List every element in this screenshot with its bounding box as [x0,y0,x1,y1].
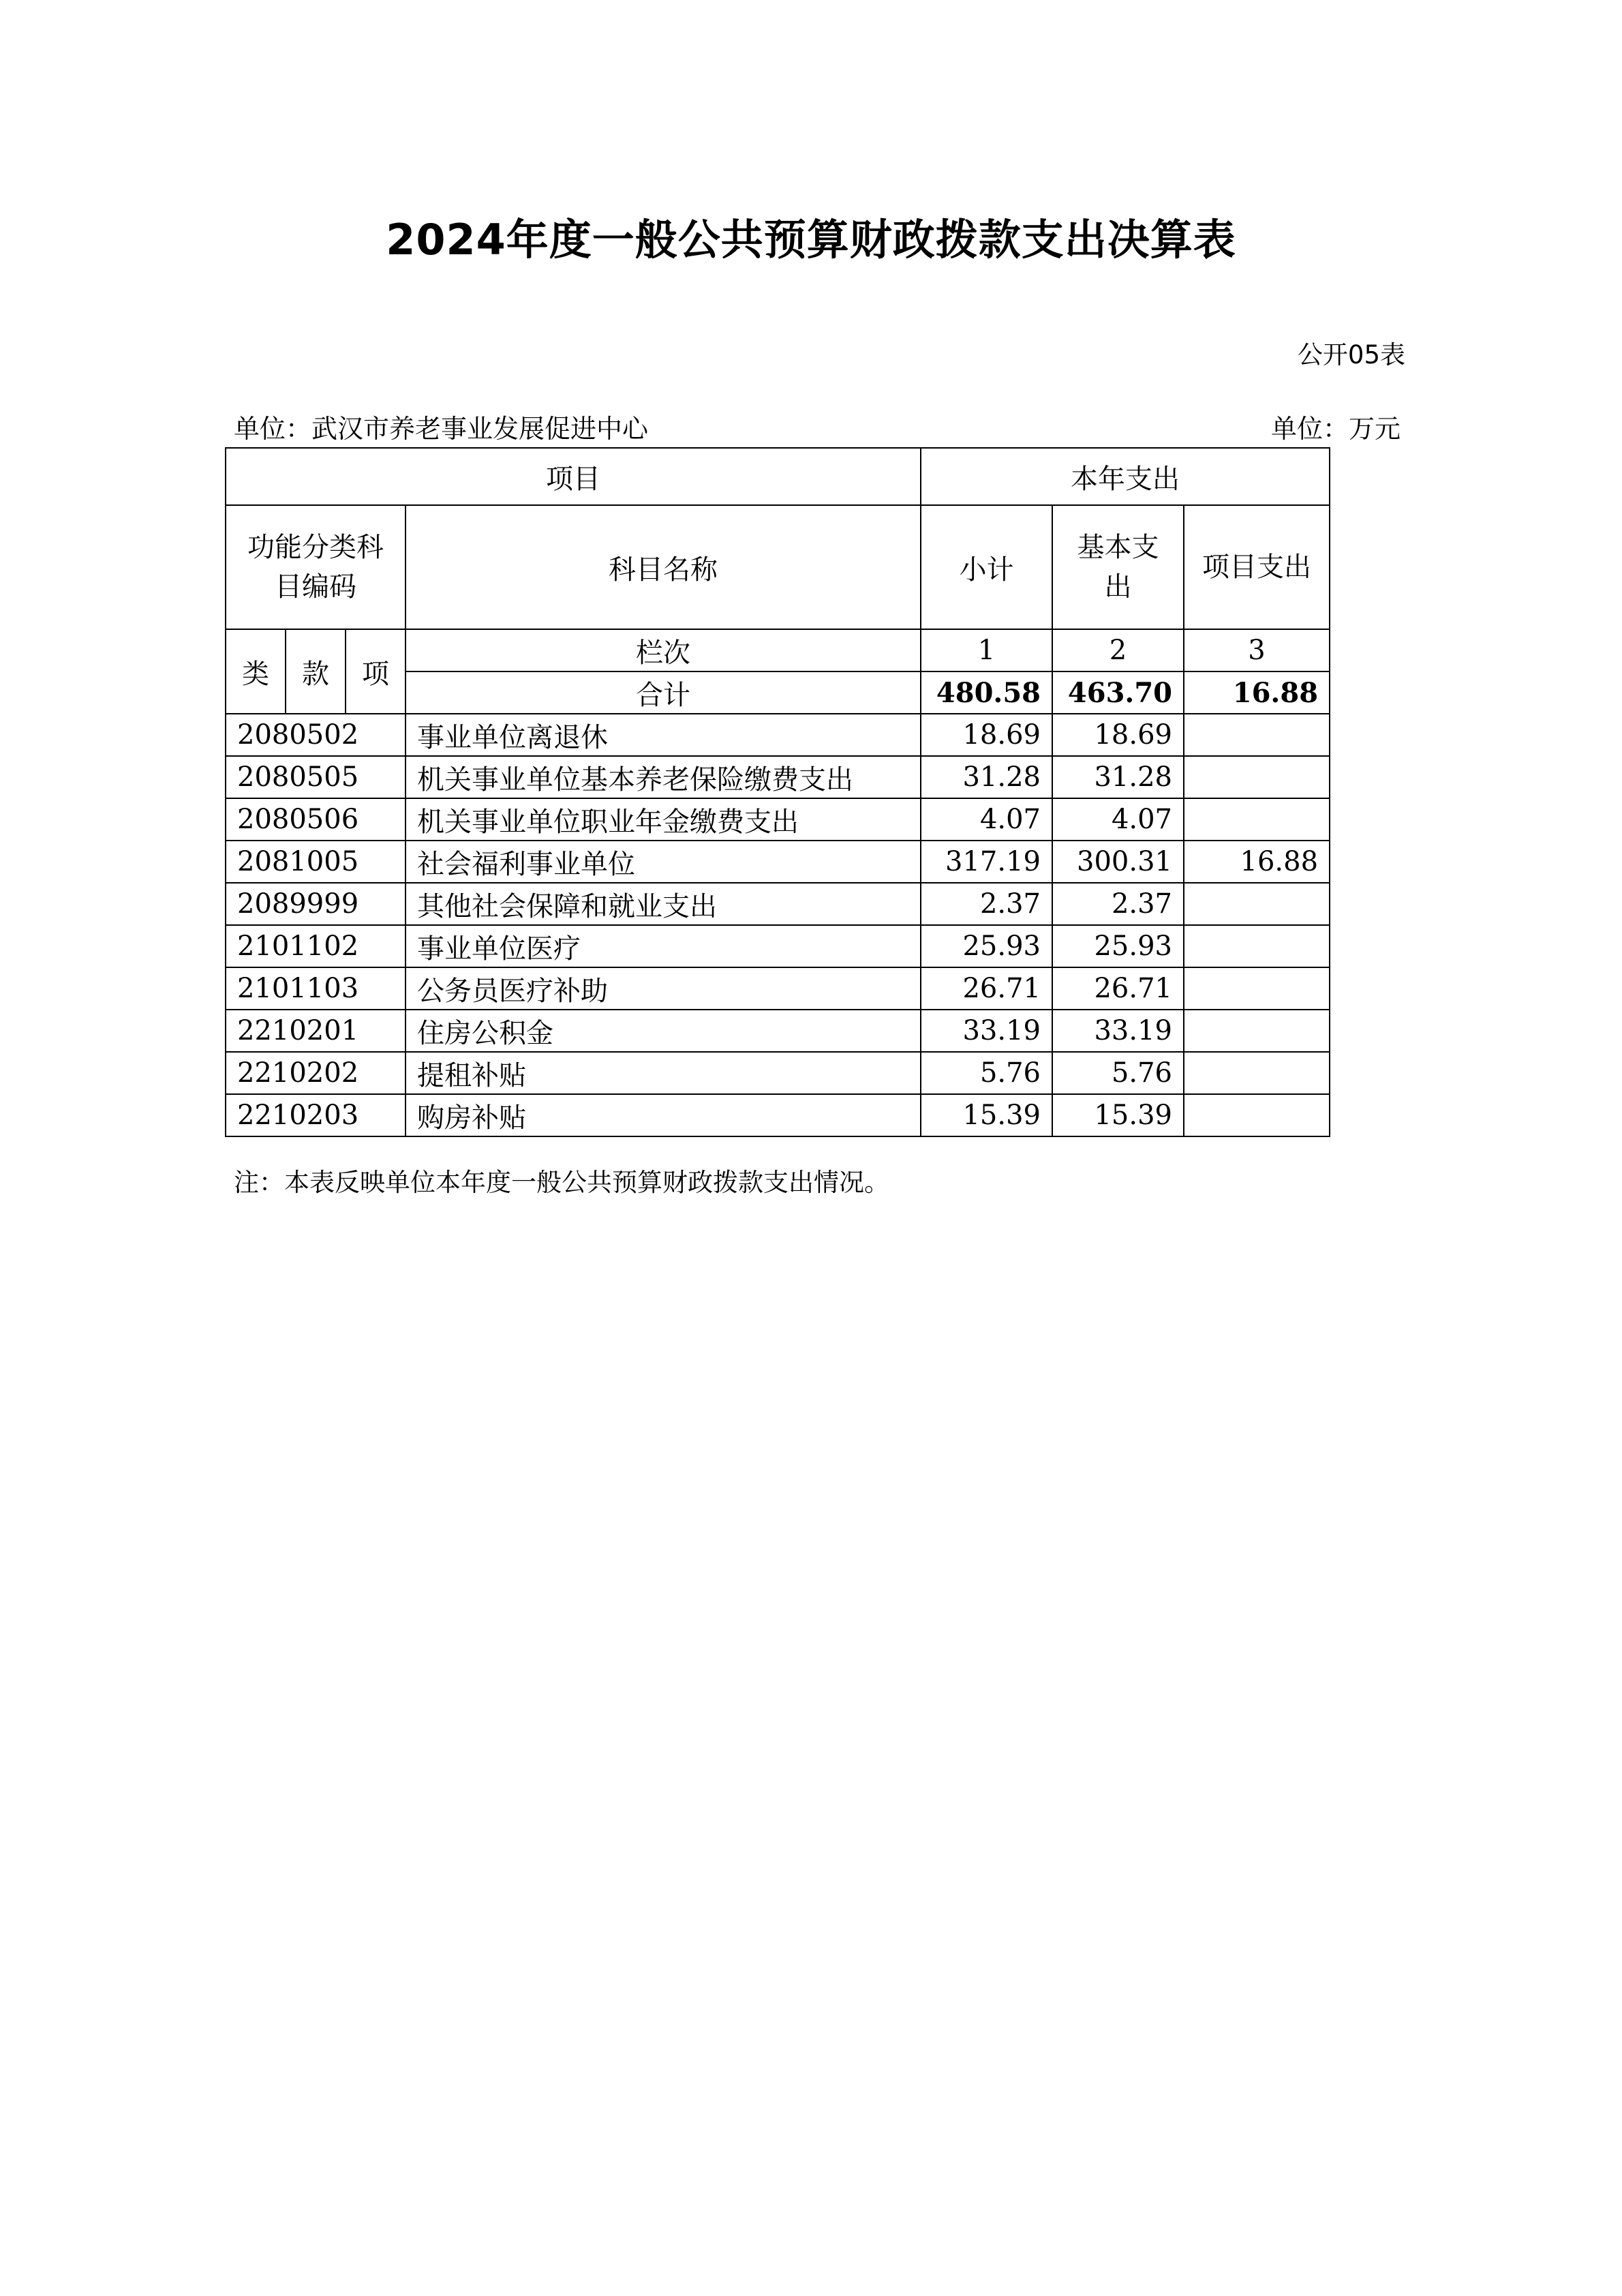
row-code: 2101103 [226,967,406,1010]
column-number-label: 栏次 [406,629,921,671]
total-basic: 463.70 [1052,671,1184,714]
row-subtotal: 5.76 [921,1052,1052,1094]
row-project [1184,798,1330,841]
unit-name: 单位：武汉市养老事业发展促进中心 [234,414,649,444]
row-subtotal: 4.07 [921,798,1052,841]
row-project [1184,1052,1330,1094]
row-subtotal: 317.19 [921,841,1052,883]
column-number-row [226,629,1330,671]
row-subject-name: 住房公积金 [406,1010,921,1052]
row-code: 2210202 [226,1052,406,1094]
row-subject-name: 提租补贴 [406,1052,921,1094]
table-row [226,1052,1330,1094]
row-subject-name: 社会福利事业单位 [406,841,921,883]
row-project: 16.88 [1184,841,1330,883]
row-code: 2080502 [226,714,406,756]
column-number-2: 2 [1052,629,1184,671]
total-subtotal: 480.58 [921,671,1052,714]
header-kuan: 款 [286,629,346,714]
header-subject-name: 科目名称 [406,505,921,629]
column-number-3: 3 [1184,629,1330,671]
row-subject-name: 公务员医疗补助 [406,967,921,1010]
currency-unit: 单位：万元 [1270,414,1401,444]
row-basic: 2.37 [1052,883,1184,925]
table-row [226,1094,1330,1136]
row-code: 2081005 [226,841,406,883]
header-project: 项目支出 [1184,505,1330,629]
table-row [226,841,1330,883]
header-row-2 [226,505,1330,629]
row-project [1184,756,1330,798]
row-project [1184,1010,1330,1052]
row-project [1184,925,1330,967]
row-basic: 31.28 [1052,756,1184,798]
row-basic: 4.07 [1052,798,1184,841]
row-subtotal: 25.93 [921,925,1052,967]
row-project [1184,714,1330,756]
row-subject-name: 其他社会保障和就业支出 [406,883,921,925]
row-basic: 15.39 [1052,1094,1184,1136]
header-this-year: 本年支出 [921,448,1330,505]
row-subtotal: 33.19 [921,1010,1052,1052]
row-basic: 33.19 [1052,1010,1184,1052]
budget-table-body [226,448,1330,1136]
row-subtotal: 2.37 [921,883,1052,925]
header-lei: 类 [226,629,286,714]
total-project: 16.88 [1184,671,1330,714]
row-project [1184,1094,1330,1136]
row-subject-name: 事业单位离退休 [406,714,921,756]
row-subtotal: 26.71 [921,967,1052,1010]
total-label: 合计 [406,671,921,714]
row-subject-name: 机关事业单位基本养老保险缴费支出 [406,756,921,798]
table-row [226,714,1330,756]
row-subject-name: 事业单位医疗 [406,925,921,967]
page-title: 2024年度一般公共预算财政拨款支出决算表 [386,215,1236,265]
table-row [226,756,1330,798]
row-basic: 18.69 [1052,714,1184,756]
row-code: 2210203 [226,1094,406,1136]
row-basic: 5.76 [1052,1052,1184,1094]
row-basic: 26.71 [1052,967,1184,1010]
header-item: 项目 [226,448,921,505]
table-row [226,883,1330,925]
row-code: 2210201 [226,1010,406,1052]
footnote: 注：本表反映单位本年度一般公共预算财政拨款支出情况。 [234,1168,889,1197]
row-code: 2080505 [226,756,406,798]
header-subtotal: 小计 [921,505,1052,629]
header-row-1 [226,448,1330,505]
table-row [226,798,1330,841]
header-xiang: 项 [346,629,406,714]
row-basic: 300.31 [1052,841,1184,883]
header-func-code: 功能分类科目编码 [226,505,406,629]
table-row [226,1010,1330,1052]
table-row [226,967,1330,1010]
row-subtotal: 31.28 [921,756,1052,798]
form-number: 公开05表 [1297,340,1405,369]
row-code: 2101102 [226,925,406,967]
budget-table [225,447,1330,1137]
row-code: 2080506 [226,798,406,841]
header-basic: 基本支出 [1052,505,1184,629]
row-subtotal: 15.39 [921,1094,1052,1136]
row-subtotal: 18.69 [921,714,1052,756]
column-number-1: 1 [921,629,1052,671]
row-code: 2089999 [226,883,406,925]
table-row [226,925,1330,967]
row-project [1184,967,1330,1010]
row-basic: 25.93 [1052,925,1184,967]
row-subject-name: 购房补贴 [406,1094,921,1136]
row-project [1184,883,1330,925]
row-subject-name: 机关事业单位职业年金缴费支出 [406,798,921,841]
